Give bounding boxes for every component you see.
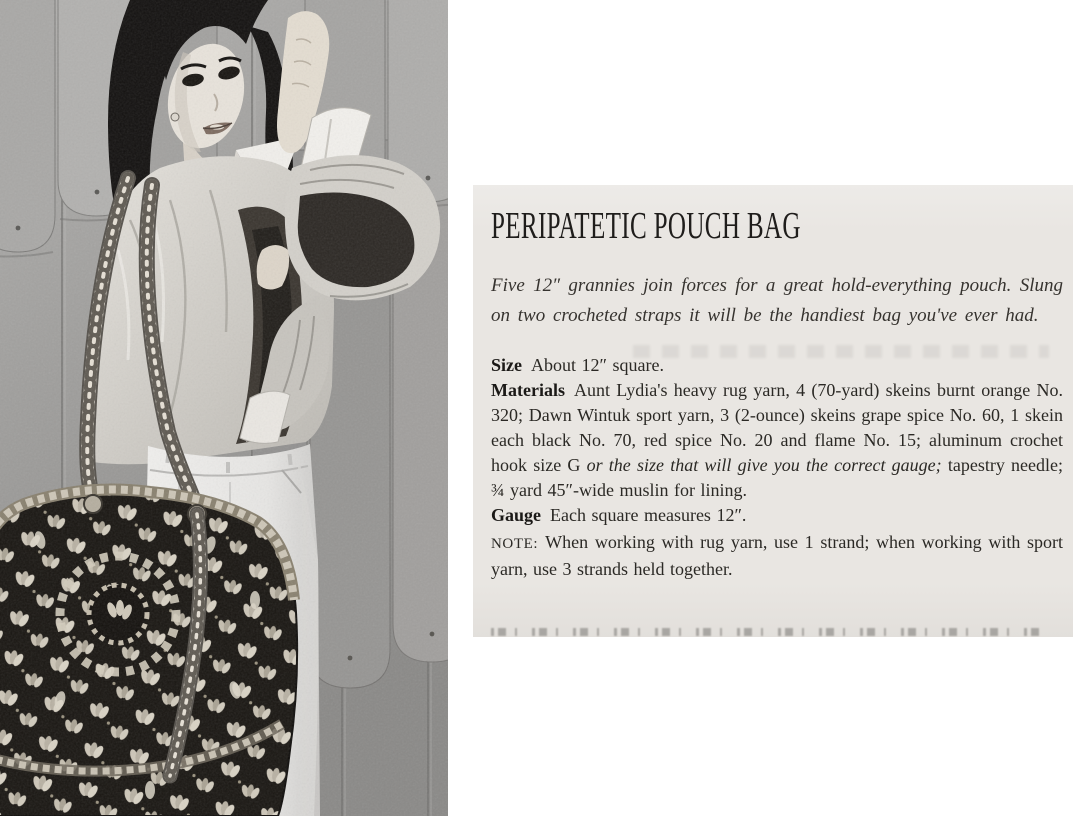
- materials-paragraph: [491, 378, 1063, 503]
- note-paragraph: [491, 530, 1063, 582]
- materials-label: Materials: [491, 380, 565, 400]
- size-label: Size: [491, 355, 522, 375]
- film-grain-overlay: [0, 0, 448, 816]
- size-line: [491, 353, 1063, 378]
- cutoff-text-remnant: [491, 628, 1039, 636]
- note-label: NOTE:: [491, 536, 539, 552]
- pattern-title: PERIPATETIC POUCH BAG: [491, 205, 801, 247]
- gauge-text: Each square measures 12″.: [550, 505, 747, 525]
- photo-illustration: [0, 0, 448, 816]
- materials-text: Aunt Lydia's heavy rug yarn, 4 (70-yard) skeins burnt orange No. 320; Dawn Wintuk sport yarn, 3 (2-ounce) skeins grape spice No. 60, 1 skein each black No. 70, red spice No. 20 and flame No. 15; aluminum crochet hook size G: [491, 380, 1063, 475]
- gauge-line: [491, 503, 1063, 528]
- size-text: About 12″ square.: [531, 355, 664, 375]
- pattern-intro: Five 12″ grannies join forces for a great hold-everything pouch. Slung on two crocheted straps it will be the handiest bag you've ever had.: [491, 275, 1063, 326]
- gauge-label: Gauge: [491, 505, 542, 525]
- materials-text-end: tapestry needle; ¾ yard 45″-wide muslin for lining.: [491, 455, 1064, 500]
- model-photo: [0, 0, 448, 816]
- materials-italic-text: or the size that will give you the correct gauge;: [586, 455, 942, 475]
- note-text: When working with rug yarn, use 1 strand; when working with sport yarn, use 3 strands held together.: [491, 532, 1063, 579]
- pattern-clipping: [473, 185, 1073, 637]
